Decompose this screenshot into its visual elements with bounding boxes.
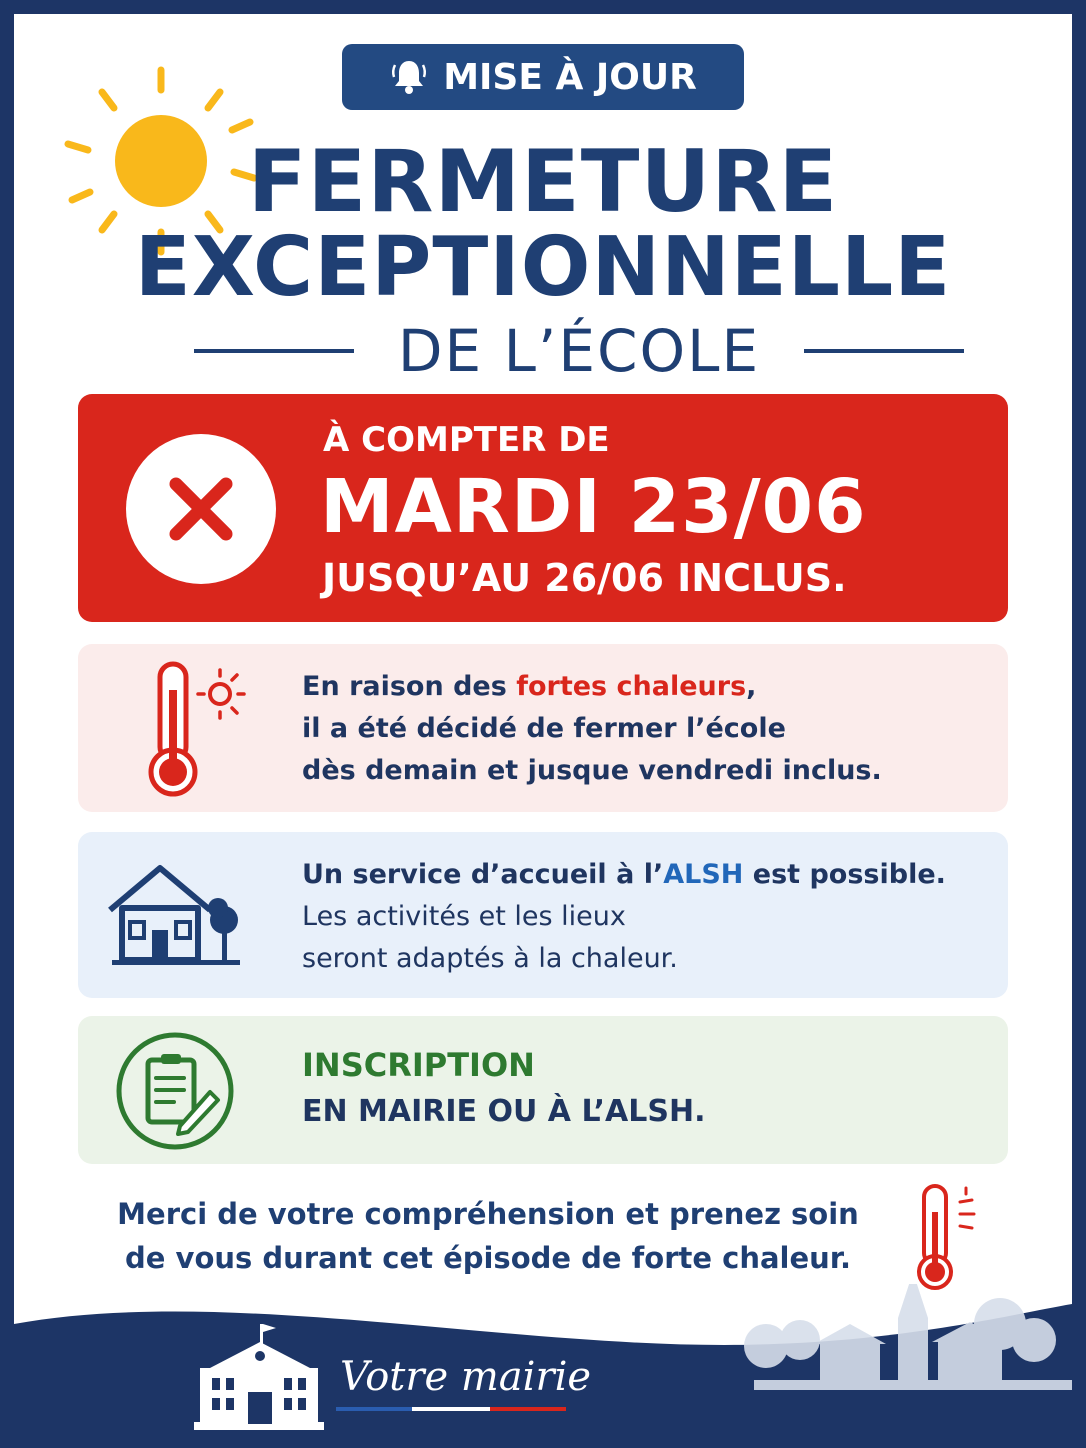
thanks-line-1: Merci de votre compréhension et prenez soin (117, 1197, 859, 1231)
alsh-line-2: Les activités et les lieux (302, 901, 626, 932)
alsh-info-text (302, 854, 946, 980)
alsh-highlight: ALSH (663, 859, 744, 890)
update-badge (342, 44, 744, 110)
alsh-info-card (78, 832, 1008, 998)
divider-left (194, 349, 354, 353)
banner-end-date: JUSQU’AU 26/06 INCLUS. (322, 556, 847, 600)
closure-date-banner (78, 394, 1008, 622)
inscription-card (78, 1016, 1008, 1164)
alsh-line-1-end: est possible. (743, 859, 946, 890)
bell-icon (389, 57, 429, 97)
title-line-1: FERMETURE (247, 132, 839, 232)
heat-highlight: fortes chaleurs (516, 671, 747, 702)
tricolor-underline (336, 1406, 566, 1412)
thermometer-icon (138, 660, 248, 800)
thanks-message (78, 1192, 898, 1280)
clipboard-pencil-icon (114, 1030, 236, 1152)
alsh-line-3: seront adaptés à la chaleur. (302, 943, 678, 974)
alsh-line-1-start: Un service d’accueil à l’ (302, 859, 664, 890)
heat-line-1-end: , (746, 671, 757, 702)
divider-right (804, 349, 964, 353)
heat-line-1-start: En raison des (302, 671, 517, 702)
subtitle-row (194, 314, 964, 388)
poster (14, 14, 1072, 1434)
close-icon (126, 434, 276, 584)
badge-label: MISE À JOUR (443, 56, 697, 98)
heat-line-1 (302, 666, 882, 708)
thermometer-icon (908, 1182, 988, 1292)
house-icon (106, 860, 246, 970)
heat-info-card (78, 644, 1008, 812)
title-line-2: EXCEPTIONNELLE (134, 220, 952, 315)
heat-info-text (302, 666, 882, 792)
heat-line-2: il a été décidé de fermer l’école (302, 713, 786, 744)
signature: Votre mairie (340, 1354, 592, 1400)
thanks-line-2: de vous durant cet épisode de forte chaleur. (125, 1241, 851, 1275)
alsh-line-1 (302, 854, 946, 896)
banner-start-date: MARDI 23/06 (320, 464, 867, 550)
banner-start-label: À COMPTER DE (323, 420, 610, 460)
inscription-title: INSCRIPTION (302, 1046, 535, 1084)
inscription-location: EN MAIRIE OU À L’ALSH. (302, 1094, 706, 1129)
subtitle: DE L’ÉCOLE (397, 317, 761, 385)
heat-line-3: dès demain et jusque vendredi inclus. (302, 755, 882, 786)
